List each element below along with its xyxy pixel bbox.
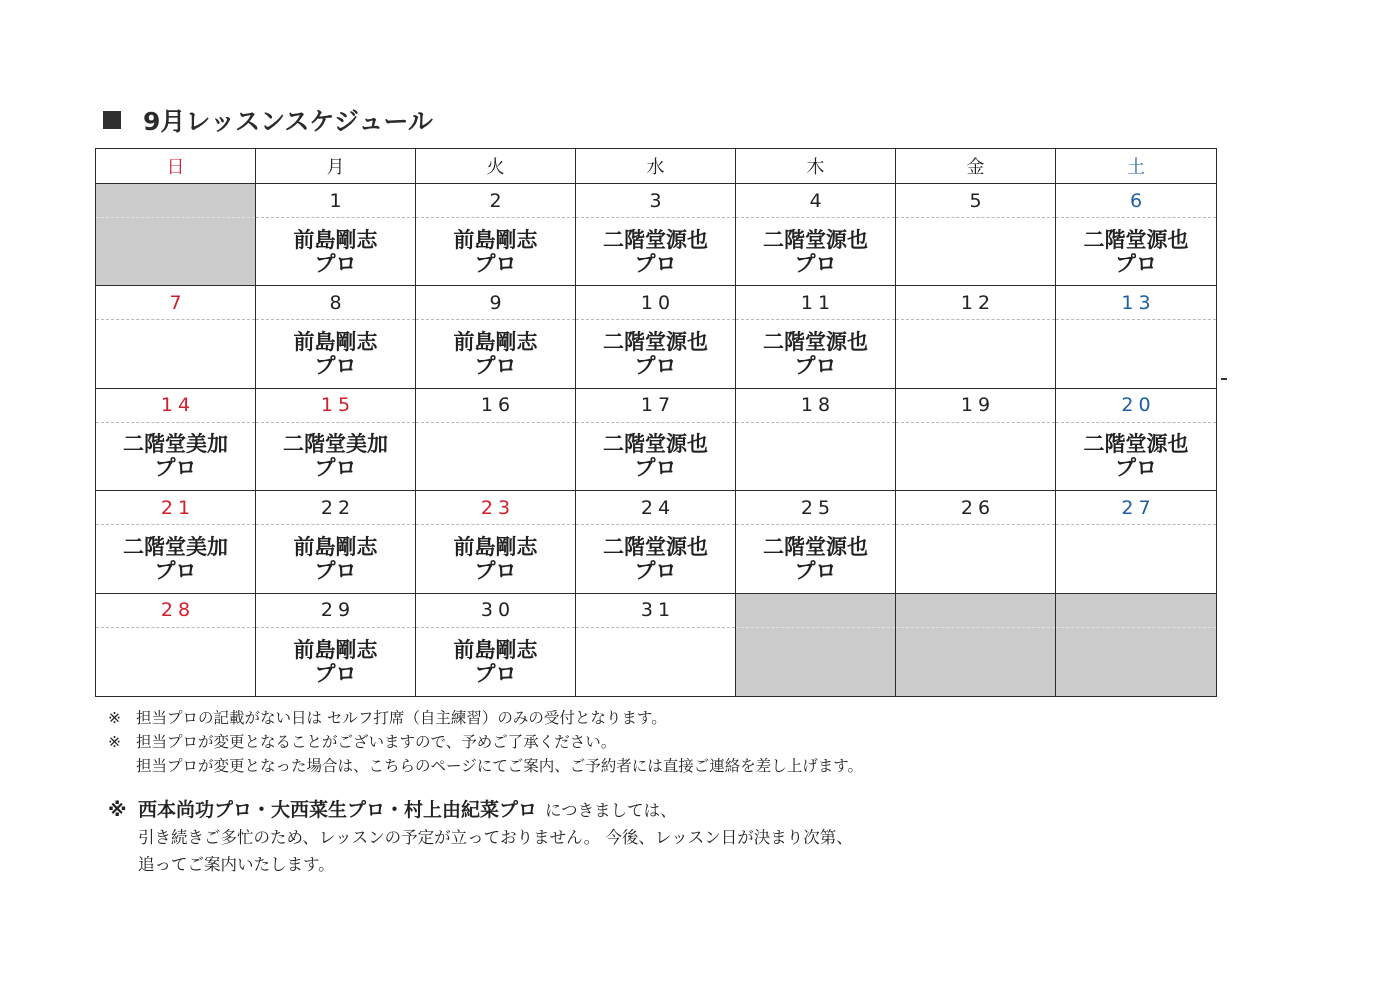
pro-title: プロ — [794, 558, 837, 583]
calendar-day-cell — [736, 491, 896, 593]
calendar-day-cell — [736, 286, 896, 388]
day-number: 17 — [576, 389, 735, 423]
assigned-pro — [576, 628, 735, 696]
assigned-pro — [736, 320, 895, 387]
pro-title: プロ — [474, 354, 517, 379]
day-number: 18 — [736, 389, 895, 423]
reference-mark: ※ — [108, 799, 127, 821]
assigned-pro — [1056, 423, 1216, 490]
day-number — [96, 184, 255, 218]
assigned-pro — [736, 628, 895, 696]
scan-mark — [1221, 378, 1227, 380]
assigned-pro — [96, 423, 255, 490]
calendar-blank-cell — [96, 184, 256, 286]
day-number: 25 — [736, 491, 895, 525]
day-number: 31 — [576, 594, 735, 628]
note-3 — [108, 797, 853, 878]
assigned-pro — [1056, 628, 1216, 696]
assigned-pro — [896, 423, 1055, 490]
assigned-pro — [416, 320, 575, 387]
day-number: 6 — [1056, 184, 1216, 218]
assigned-pro — [96, 320, 255, 387]
day-number: 5 — [896, 184, 1055, 218]
day-number: 10 — [576, 286, 735, 320]
assigned-pro — [96, 628, 255, 696]
day-number: 22 — [256, 491, 415, 525]
day-number: 14 — [96, 389, 255, 423]
pro-title: プロ — [634, 456, 677, 481]
calendar-day-cell — [576, 594, 736, 696]
day-number: 13 — [1056, 286, 1216, 320]
calendar-day-cell — [896, 389, 1056, 491]
assigned-pro — [896, 628, 1055, 696]
assigned-pro — [896, 320, 1055, 387]
pro-name: 前島剛志 — [453, 534, 538, 559]
calendar-day-cell — [896, 286, 1056, 388]
assigned-pro — [416, 218, 575, 285]
weekday-header: 月 — [256, 149, 416, 184]
pro-title: プロ — [474, 558, 517, 583]
day-number: 30 — [416, 594, 575, 628]
calendar-day-cell — [416, 389, 576, 491]
pro-name: 二階堂源也 — [603, 534, 708, 559]
day-number: 1 — [256, 184, 415, 218]
pro-title: プロ — [1115, 251, 1157, 276]
pro-name: 二階堂源也 — [763, 330, 868, 355]
assigned-pro — [256, 628, 415, 696]
pro-title: プロ — [154, 456, 197, 481]
pro-title: プロ — [794, 354, 837, 379]
reference-mark: ※ — [108, 709, 121, 727]
calendar-day-cell — [896, 184, 1056, 286]
calendar-day-cell — [416, 286, 576, 388]
day-number: 24 — [576, 491, 735, 525]
pro-name: 二階堂源也 — [763, 227, 868, 252]
calendar-day-cell — [256, 491, 416, 593]
assigned-pro — [1056, 218, 1216, 285]
calendar-grid — [95, 148, 1217, 697]
pro-title: プロ — [634, 558, 677, 583]
pro-title: プロ — [314, 251, 357, 276]
calendar-blank-cell — [896, 594, 1056, 696]
assigned-pro — [256, 320, 415, 387]
note-2-text: 担当プロが変更となることがございますので、予めご了承ください。 — [136, 733, 617, 751]
pro-name: 前島剛志 — [453, 330, 538, 355]
calendar-day-cell — [256, 184, 416, 286]
calendar-day-cell — [736, 184, 896, 286]
calendar-day-cell — [256, 389, 416, 491]
assigned-pro — [256, 218, 415, 285]
assigned-pro — [576, 320, 735, 387]
weekday-header: 木 — [736, 149, 896, 184]
assigned-pro — [576, 423, 735, 490]
day-number: 29 — [256, 594, 415, 628]
square-bullet-icon — [103, 111, 121, 129]
pro-name: 二階堂美加 — [123, 432, 228, 457]
note-1-text: 担当プロの記載がない日は セルフ打席（自主練習）のみの受付となります。 — [136, 709, 667, 727]
pro-title: プロ — [314, 354, 357, 379]
note-2-continued: 担当プロが変更となった場合は、こちらのページにてご案内、ご予約者には直接ご連絡を差し上げます。 — [136, 757, 863, 775]
assigned-pro — [256, 525, 415, 592]
weekday-header: 水 — [576, 149, 736, 184]
calendar-day-cell — [416, 594, 576, 696]
day-number: 7 — [96, 286, 255, 320]
day-number: 11 — [736, 286, 895, 320]
calendar-day-cell — [256, 286, 416, 388]
day-number: 4 — [736, 184, 895, 218]
note-3-line-2: 引き続きご多忙のため、レッスンの予定が立っておりません。 今後、レッスン日が決まり次第、 — [138, 828, 853, 847]
pro-name: 二階堂源也 — [603, 330, 708, 355]
pro-title: プロ — [314, 456, 357, 481]
calendar-blank-cell — [736, 594, 896, 696]
note-1 — [108, 706, 863, 730]
assigned-pro — [896, 525, 1055, 592]
weekday-header: 日 — [96, 149, 256, 184]
notes-section — [108, 706, 863, 778]
pro-title: プロ — [314, 661, 357, 686]
calendar-day-cell — [1056, 286, 1216, 388]
calendar-day-cell — [576, 286, 736, 388]
weekday-header: 金 — [896, 149, 1056, 184]
pro-name: 二階堂美加 — [283, 432, 388, 457]
pro-name: 前島剛志 — [453, 227, 538, 252]
assigned-pro — [896, 218, 1055, 285]
calendar-day-cell — [1056, 184, 1216, 286]
calendar-day-cell — [96, 389, 256, 491]
day-number: 16 — [416, 389, 575, 423]
day-number: 27 — [1056, 491, 1216, 525]
calendar-day-cell — [96, 594, 256, 696]
calendar-day-cell — [896, 491, 1056, 593]
calendar-day-cell — [256, 594, 416, 696]
assigned-pro — [576, 218, 735, 285]
assigned-pro — [416, 423, 575, 490]
day-number — [736, 594, 895, 628]
pro-name: 前島剛志 — [293, 227, 378, 252]
day-number — [1056, 594, 1216, 628]
assigned-pro — [576, 525, 735, 592]
assigned-pro — [96, 218, 255, 285]
calendar-blank-cell — [1056, 594, 1216, 696]
weekday-header: 土 — [1056, 149, 1216, 184]
pro-title: プロ — [1115, 456, 1157, 481]
pro-name: 前島剛志 — [293, 637, 378, 662]
assigned-pro — [736, 218, 895, 285]
day-number: 15 — [256, 389, 415, 423]
day-number: 3 — [576, 184, 735, 218]
assigned-pro — [1056, 525, 1216, 592]
pro-name: 二階堂源也 — [1083, 432, 1189, 457]
day-number: 26 — [896, 491, 1055, 525]
pro-title: プロ — [634, 251, 677, 276]
day-number: 2 — [416, 184, 575, 218]
pro-name: 二階堂源也 — [603, 432, 708, 457]
pro-name: 前島剛志 — [293, 330, 378, 355]
assigned-pro — [416, 525, 575, 592]
day-number: 20 — [1056, 389, 1216, 423]
day-number — [896, 594, 1055, 628]
reference-mark: ※ — [108, 733, 121, 751]
page-title: 9月レッスンスケジュール — [143, 107, 433, 136]
assigned-pro — [96, 525, 255, 592]
pro-title: プロ — [474, 661, 517, 686]
day-number: 8 — [256, 286, 415, 320]
pro-title: プロ — [474, 251, 517, 276]
assigned-pro — [736, 525, 895, 592]
pro-title: プロ — [314, 558, 357, 583]
calendar-day-cell — [1056, 491, 1216, 593]
calendar-day-cell — [416, 491, 576, 593]
pro-name: 前島剛志 — [293, 534, 378, 559]
weekday-header: 火 — [416, 149, 576, 184]
note-3-text: につきましては、 — [545, 801, 677, 820]
assigned-pro — [256, 423, 415, 490]
calendar-day-cell — [576, 184, 736, 286]
calendar-day-cell — [576, 389, 736, 491]
day-number: 21 — [96, 491, 255, 525]
day-number: 23 — [416, 491, 575, 525]
calendar-day-cell — [736, 389, 896, 491]
note-2 — [108, 730, 863, 754]
day-number: 19 — [896, 389, 1055, 423]
assigned-pro — [416, 628, 575, 696]
pro-title: プロ — [634, 354, 677, 379]
pro-title: プロ — [154, 558, 197, 583]
pro-title: プロ — [794, 251, 837, 276]
assigned-pro — [1056, 320, 1216, 387]
note-3-first-line — [108, 797, 853, 824]
day-number: 12 — [896, 286, 1055, 320]
pro-name: 二階堂源也 — [603, 227, 708, 252]
calendar-day-cell — [96, 491, 256, 593]
assigned-pro — [736, 423, 895, 490]
pro-name: 前島剛志 — [453, 637, 538, 662]
pro-name: 二階堂美加 — [123, 534, 228, 559]
page-title-block — [103, 104, 433, 136]
calendar-day-cell — [96, 286, 256, 388]
day-number: 28 — [96, 594, 255, 628]
note-3-line-3: 追ってご案内いたします。 — [138, 855, 335, 874]
calendar-day-cell — [1056, 389, 1216, 491]
note-3-pro-names: 西本尚功プロ・大西菜生プロ・村上由紀菜プロ — [138, 799, 538, 821]
pro-name: 二階堂源也 — [763, 534, 868, 559]
pro-name: 二階堂源也 — [1083, 227, 1189, 252]
day-number: 9 — [416, 286, 575, 320]
calendar-day-cell — [416, 184, 576, 286]
calendar-day-cell — [576, 491, 736, 593]
